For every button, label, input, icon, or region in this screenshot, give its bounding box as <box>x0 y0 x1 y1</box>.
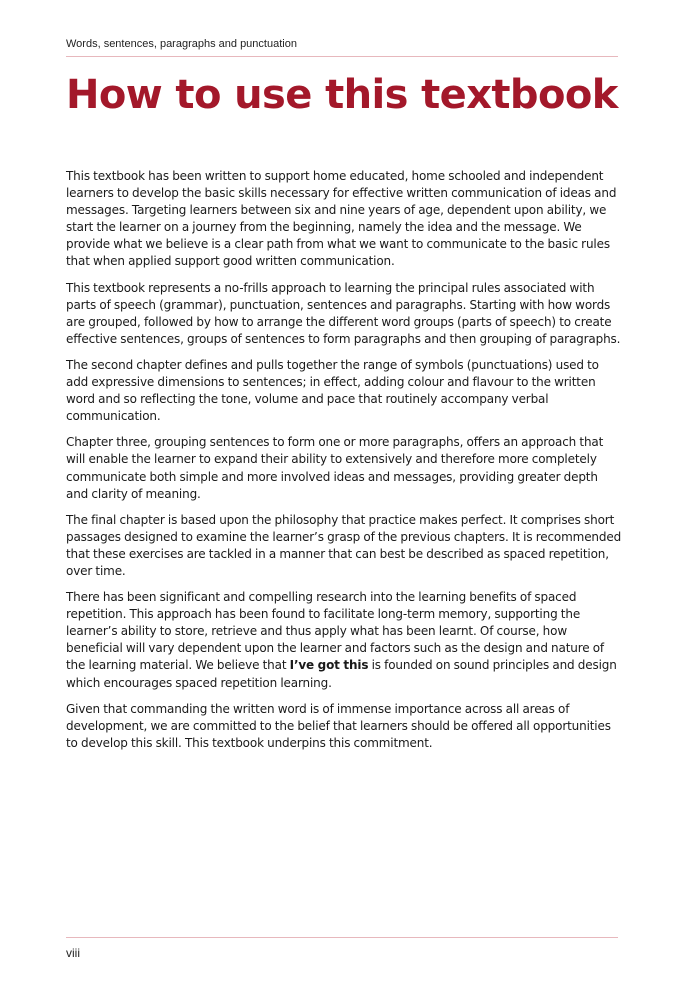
paragraph-commitment: Given that commanding the written word is of immense importance across all areas of development, we are committed to the belief that learners should be offered all opportunities to develop this skill. This textbook underpins this commitment. <box>66 701 611 750</box>
paragraph-chapter-two: The second chapter defines and pulls together the range of symbols (punctuations) used to add expressive dimensions to sentences; in effect, adding colour and flavour to the written word and so reflecting the tone, volume and pace that routinely accompany verbal communication. <box>66 357 599 424</box>
page-title: How to use this textbook <box>66 72 618 118</box>
text-run: There has been significant and compelling research into the learning benefits of spaced repetition. This approach has been found to facilitate long-term memory, supporting the learner’s ability to store, retrieve and thus apply what has been learnt. Of course, how beneficial will vary dependent upon the learner and factors such as the design and nature of the learning material. We believe that <box>66 590 605 673</box>
paragraph-final-chapter: The final chapter is based upon the philosophy that practice makes perfect. It comprises short passages designed to examine the learner’s grasp of the previous chapters. It is recommended that these exercises are tackled in a manner that can best be described as spaced repetition, over time. <box>66 512 622 578</box>
paragraph-intro: This textbook has been written to support home educated, home schooled and independent learners to develop the basic skills necessary for effective written communication of ideas and messages. Targeting learners between six and nine years of age, dependent upon ability, we start the learner on a journey from the beginning, namely the idea and the message. We provide what we believe is a clear path from what we want to communicate to the basic rules that when applied support good written communication. <box>66 169 617 269</box>
paragraph-spaced-repetition <box>66 589 622 692</box>
paragraph-chapter-three: Chapter three, grouping sentences to form one or more paragraphs, offers an approach that will enable the learner to expand their ability to extensively and therefore more completely communicate both simple and more involved ideas and messages, providing greater depth and clarity of meaning. <box>66 435 604 501</box>
page-number: viii <box>66 946 80 960</box>
book-title-emphasis: I’ve got this <box>289 658 369 673</box>
running-header: Words, sentences, paragraphs and punctuation <box>66 38 297 50</box>
body-text <box>66 168 622 761</box>
footer-divider <box>66 937 618 938</box>
header-divider <box>66 56 618 57</box>
paragraph-approach: This textbook represents a no-frills approach to learning the principal rules associated with parts of speech (grammar), punctuation, sentences and paragraphs. Starting with how words are grouped, followed by how to arrange the different word groups (parts of speech) to create effective sentences, groups of sentences to form paragraphs and then grouping of paragraphs. <box>66 280 621 346</box>
text-run: is founded on sound principles and design which encourages spaced repetition learning. <box>66 658 617 690</box>
